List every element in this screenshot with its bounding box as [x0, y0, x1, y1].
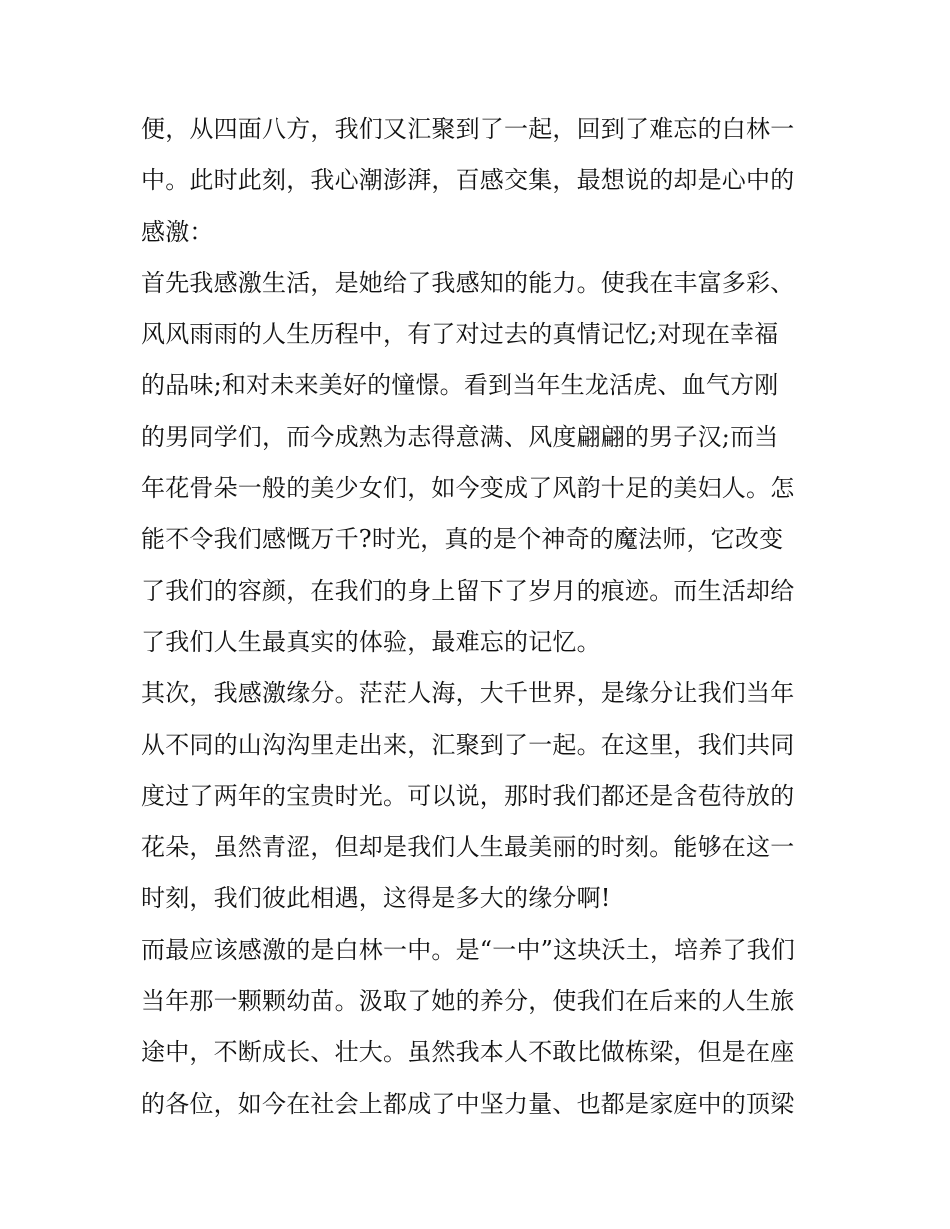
text-line: 能不令我们感慨万千?时光，真的是个神奇的魔法师，它改变 — [141, 525, 784, 554]
text-line: 首先我感激生活，是她给了我感知的能力。使我在丰富多彩、 — [141, 268, 795, 297]
text-line: 年花骨朵一般的美少女们，如今变成了风韵十足的美妇人。怎 — [141, 474, 795, 503]
text-line: 其次，我感激缘分。茫茫人海，大千世界，是缘分让我们当年 — [141, 679, 795, 708]
text-line: 度过了两年的宝贵时光。可以说，那时我们都还是含苞待放的 — [141, 781, 795, 810]
text-line: 而最应该感激的是白林一中。是“一中”这块沃土，培养了我们 — [141, 935, 796, 964]
text-line: 感激： — [141, 217, 214, 246]
text-line: 的品味;和对未来美好的憧憬。看到当年生龙活虎、血气方刚 — [141, 371, 779, 400]
text-line: 的各位，如今在社会上都成了中坚力量、也都是家庭中的顶梁 — [141, 1089, 795, 1118]
text-line: 了我们人生最真实的体验，最难忘的记忆。 — [141, 627, 601, 656]
document-body — [141, 104, 821, 1130]
text-line: 风风雨雨的人生历程中，有了对过去的真情记忆;对现在幸福 — [141, 320, 779, 349]
text-line: 时刻，我们彼此相遇，这得是多大的缘分啊! — [141, 884, 611, 913]
text-line: 花朵，虽然青涩，但却是我们人生最美丽的时刻。能够在这一 — [141, 833, 795, 862]
text-line: 的男同学们，而今成熟为志得意满、风度翩翩的男子汉;而当 — [141, 422, 779, 451]
text-line: 了我们的容颜，在我们的身上留下了岁月的痕迹。而生活却给 — [141, 576, 795, 605]
text-line: 中。此时此刻，我心潮澎湃，百感交集，最想说的却是心中的 — [141, 166, 795, 195]
text-line: 当年那一颗颗幼苗。汲取了她的养分，使我们在后来的人生旅 — [141, 987, 795, 1016]
text-line: 便，从四面八方，我们又汇聚到了一起，回到了难忘的白林一 — [141, 115, 795, 143]
text-line: 从不同的山沟沟里走出来，汇聚到了一起。在这里，我们共同 — [141, 730, 795, 759]
text-line: 途中，不断成长、壮大。虽然我本人不敢比做栋梁，但是在座 — [141, 1038, 795, 1067]
